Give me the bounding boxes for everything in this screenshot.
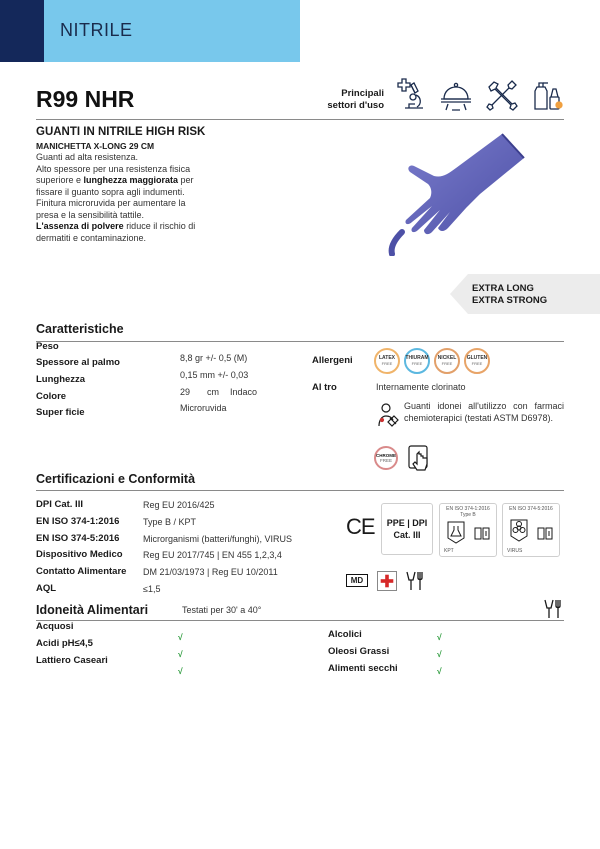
chemical-flask-icon [446, 520, 466, 544]
food-label: Alcolici [328, 629, 362, 640]
title-divider [36, 119, 564, 120]
sectors-label [300, 88, 384, 112]
ppe-category-badge [381, 503, 433, 555]
cleaning-icon [529, 77, 565, 113]
cert-label: DPI Cat. III [36, 499, 83, 510]
desc-line: Finitura microruvida per aumentare la [36, 198, 186, 208]
gluten-free-icon: GLUTEN FREE [464, 348, 490, 374]
food-contact-icon [542, 598, 564, 620]
thiuram-free-icon: THIURAM FREE [404, 348, 430, 374]
info-book-icon [474, 526, 490, 540]
glove-image [352, 128, 528, 256]
value-superficie: Microruvida [180, 403, 227, 413]
check-icon: √ [437, 649, 442, 659]
feature-tag [450, 274, 600, 314]
cert-label: Contatto Alimentare [36, 566, 127, 577]
label-allergeni: Allergeni [312, 355, 353, 366]
cert-value: Reg EU 2017/745 | EN 455 1,2,3,4 [143, 550, 282, 560]
section-title-certifications: Certificazioni e Conformità [36, 472, 196, 486]
red-cross-icon [377, 571, 397, 591]
sectors-label-line2: settori d'uso [327, 100, 384, 111]
chrome-free-icon: CHROME FREE [374, 446, 398, 470]
chemotherapy-text: Guanti idonei all'utilizzo con farmaci chemioterapici (testati ASTM D6978). [404, 401, 564, 423]
info-book-icon [537, 526, 553, 540]
food-contact-icon [405, 570, 425, 592]
header-band [0, 0, 300, 62]
sectors-label-line1: Principali [341, 88, 384, 99]
product-subtitle: MANICHETTA X-LONG 29 CM [36, 141, 155, 151]
product-code: R99 NHR [36, 86, 135, 112]
food-label: Oleosi Grassi [328, 646, 390, 657]
cert-label: EN ISO 374-1:2016 [36, 516, 120, 527]
food-label: Acidi pH≤4,5 [36, 638, 93, 649]
en-374-5-badge: EN ISO 374-5:2016 VIRUS [502, 503, 560, 557]
certifications-divider [36, 490, 564, 491]
ce-mark: CE [346, 514, 375, 539]
value-colore: Indaco [230, 387, 258, 397]
feature-tag-line2: EXTRA STRONG [472, 295, 548, 306]
label-superficie: Super ficie [36, 407, 85, 418]
nickel-free-icon: NICKEL FREE [434, 348, 460, 374]
cert-value: Reg EU 2016/425 [143, 500, 215, 510]
section-title-food: Idoneità Alimentari [36, 603, 149, 617]
value-spessore: 0,15 mm +/- 0,03 [180, 370, 249, 380]
check-icon: √ [178, 632, 183, 642]
ppe-line1: PPE | DPI [386, 518, 428, 528]
label-lunghezza: Lunghezza [36, 374, 86, 385]
check-icon: √ [178, 666, 183, 676]
cert-label: Dispositivo Medico [36, 549, 123, 560]
cert-label: EN ISO 374-5:2016 [36, 533, 120, 544]
food-label: Acquosi [36, 621, 74, 632]
label-spessore: Spessore al palmo [36, 357, 120, 368]
desc-line: superiore e lunghezza maggiorata per [36, 175, 194, 185]
food-service-icon [438, 77, 474, 113]
medical-lab-icon [393, 77, 429, 113]
header-accent [0, 0, 44, 62]
product-description [36, 152, 248, 244]
check-icon: √ [437, 632, 442, 642]
touchscreen-icon [406, 444, 432, 472]
check-icon: √ [437, 666, 442, 676]
cert-value: DM 21/03/1973 | Reg EU 10/2011 [143, 567, 278, 577]
desc-line: Alto spessore per una resistenza fisica [36, 163, 191, 174]
check-icon: √ [178, 649, 183, 659]
desc-line: dermatiti e contaminazione. [36, 232, 147, 243]
label-colore: Colore [36, 391, 67, 402]
food-divider [36, 620, 564, 621]
en-374-1-badge: EN ISO 374-1:2016 Type B KPT [439, 503, 497, 557]
desc-line: Guanti ad alta resistenza. [36, 152, 139, 162]
cert-value: Microrganismi (batteri/funghi), VIRUS [143, 534, 293, 544]
desc-line: presa e la sensibilità tattile. [36, 209, 145, 220]
value-altro: Internamente clorinato [376, 382, 466, 392]
cert-value: Type B / KPT [143, 517, 197, 527]
medical-device-icon: MD [346, 574, 368, 587]
value-lunghezza-number: 29 [180, 387, 191, 397]
latex-free-icon: LATEX FREE [374, 348, 400, 374]
food-test-note: Testati per 30' a 40° [182, 605, 262, 615]
food-label: Lattiero Caseari [36, 655, 108, 666]
value-lunghezza-unit: cm [207, 387, 219, 397]
product-title: GUANTI IN NITRILE HIGH RISK [36, 126, 206, 138]
desc-line: fissare il guanto sopra agli indumenti. [36, 186, 185, 197]
ppe-line2: Cat. III [393, 530, 421, 540]
characteristics-divider [36, 341, 564, 342]
cert-label: AQL [36, 583, 57, 594]
sector-icons [393, 77, 565, 113]
value-peso: 8,8 gr +/- 0,5 (M) [180, 353, 248, 363]
cert-value: ≤1,5 [143, 584, 161, 594]
allergen-badges [374, 348, 494, 374]
desc-line: L'assenza di polvere riduce il rischio di [36, 221, 196, 231]
chemotherapy-icon [376, 402, 400, 428]
mechanics-tools-icon [484, 77, 520, 113]
label-peso: Peso [36, 341, 59, 352]
biohazard-icon [509, 518, 529, 542]
category-title: NITRILE [60, 20, 133, 40]
feature-tag-line1: EXTRA LONG [472, 283, 534, 294]
section-title-characteristics: Caratteristiche [36, 322, 124, 336]
label-altro: Al tro [312, 382, 337, 393]
food-label: Alimenti secchi [328, 663, 398, 674]
